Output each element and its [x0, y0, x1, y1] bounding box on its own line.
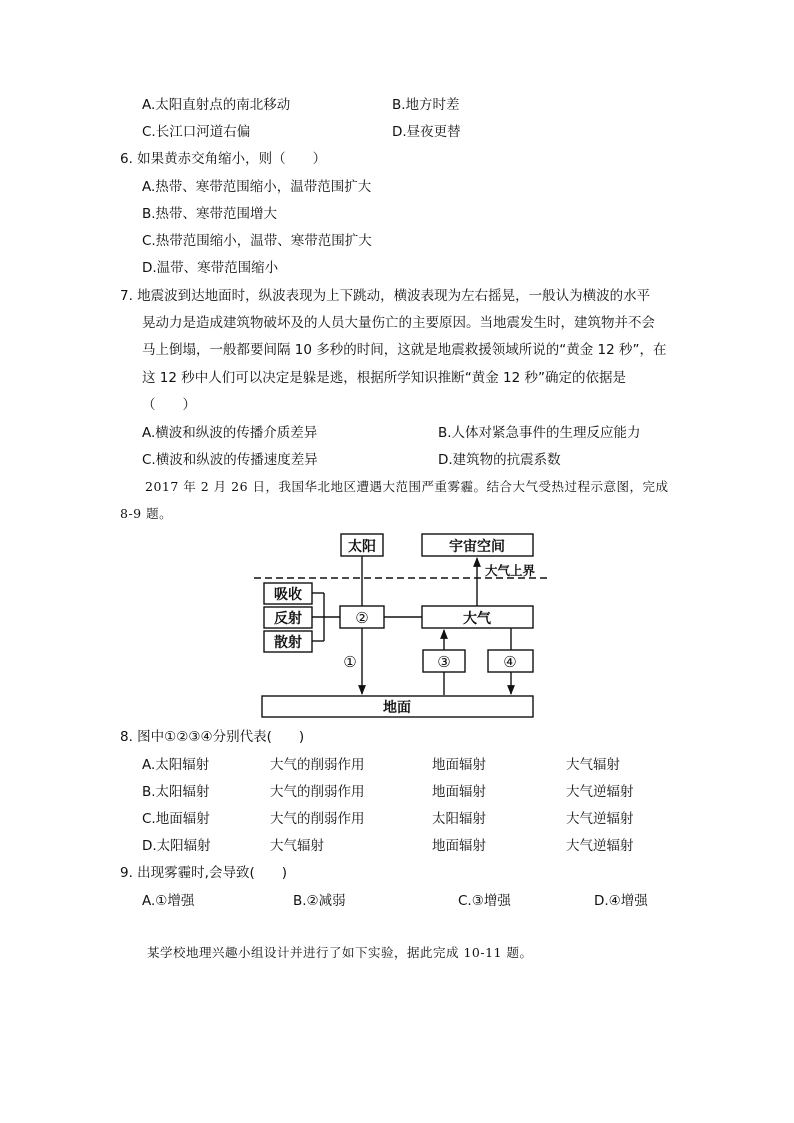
q8-b-col2: 大气的削弱作用: [270, 784, 365, 800]
q9-option-d: D.④增强: [594, 893, 648, 909]
q7-stem-line1: 7. 地震波到达地面时，纵波表现为上下跳动，横波表现为左右摇晃，一般认为横波的水平: [120, 288, 651, 304]
q9-option-a: A.①增强: [142, 893, 195, 909]
q7-stem-line4: 这 12 秒中人们可以决定是躲是逃，根据所学知识推断“黄金 12 秒”确定的依据是: [142, 370, 627, 386]
ground-label: 地面: [383, 700, 411, 716]
q8-c-col1: C.地面辐射: [142, 811, 210, 827]
q7-option-d: D.建筑物的抗震系数: [438, 452, 561, 468]
q5-option-b: B.地方时差: [392, 97, 460, 113]
q7-answer-blank: （ ）: [142, 397, 196, 413]
q6-option-d: D.温带、寒带范围缩小: [142, 260, 279, 276]
scatter-label: 散射: [274, 635, 302, 651]
q8-b-col3: 地面辐射: [432, 784, 486, 800]
q9-stem: 9. 出现雾霾时,会导致( ): [120, 865, 287, 881]
q8-c-col3: 太阳辐射: [432, 811, 486, 827]
space-label: 宇宙空间: [449, 539, 505, 555]
circle4-label: ④: [503, 653, 517, 671]
q7-stem-line3: 马上倒塌，一般都要间隔 10 多秒的时间，这就是地震救援领域所说的“黄金 12 秒”，在: [142, 342, 667, 358]
intro-10-11: 某学校地理兴趣小组设计并进行了如下实验，据此完成 10-11 题。: [147, 945, 533, 960]
q7-option-b: B.人体对紧急事件的生理反应能力: [438, 425, 641, 441]
q8-d-col1: D.太阳辐射: [142, 838, 211, 854]
q7-stem-line2: 晃动力是造成建筑物破坏及的人员大量伤亡的主要原因。当地震发生时，建筑物并不会: [142, 315, 655, 331]
intro-8-9-line2: 8-9 题。: [120, 506, 173, 521]
q8-c-col2: 大气的削弱作用: [270, 811, 365, 827]
q8-a-col2: 大气的削弱作用: [270, 757, 365, 773]
q8-a-col3: 地面辐射: [432, 757, 486, 773]
q9-option-c: C.③增强: [458, 893, 511, 909]
absorb-label: 吸收: [274, 587, 302, 603]
q8-a-col1: A.太阳辐射: [142, 757, 210, 773]
q7-option-c: C.横波和纵波的传播速度差异: [142, 452, 318, 468]
q6-option-c: C.热带范围缩小，温带、寒带范围扩大: [142, 233, 372, 249]
q6-option-b: B.热带、寒带范围增大: [142, 206, 278, 222]
circle2-label: ②: [355, 609, 369, 627]
q7-option-a: A.横波和纵波的传播介质差异: [142, 425, 318, 441]
q9-option-b: B.②减弱: [293, 893, 346, 909]
circle3-label: ③: [437, 653, 451, 671]
q8-b-col4: 大气逆辐射: [566, 784, 634, 800]
intro-8-9-line1: 2017 年 2 月 26 日，我国华北地区遭遇大范围严重雾霾。结合大气受热过程示意图，完成: [145, 479, 669, 494]
q8-c-col4: 大气逆辐射: [566, 811, 634, 827]
q5-option-a: A.太阳直射点的南北移动: [142, 97, 291, 113]
sun-label: 太阳: [348, 539, 376, 555]
q6-stem: 6. 如果黄赤交角缩小，则（ ）: [120, 151, 327, 167]
q8-a-col4: 大气辐射: [566, 757, 620, 773]
q8-d-col3: 地面辐射: [432, 838, 486, 854]
upper-boundary-label: 大气上界: [485, 563, 536, 578]
q6-option-a: A.热带、寒带范围缩小，温带范围扩大: [142, 179, 372, 195]
q8-stem: 8. 图中①②③④分别代表( ): [120, 729, 305, 745]
q5-option-d: D.昼夜更替: [392, 124, 461, 140]
q5-option-c: C.长江口河道右偏: [142, 124, 251, 140]
q8-d-col2: 大气辐射: [270, 838, 324, 854]
q8-d-col4: 大气逆辐射: [566, 838, 634, 854]
reflect-label: 反射: [274, 611, 302, 627]
atmosphere-label: 大气: [463, 611, 491, 627]
q8-b-col1: B.太阳辐射: [142, 784, 210, 800]
circle1-label: ①: [343, 653, 357, 671]
